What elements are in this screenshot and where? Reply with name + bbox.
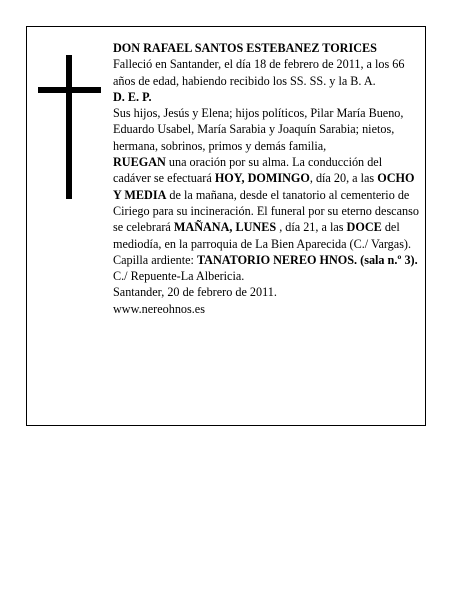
dep-line: D. E. P.	[113, 89, 152, 104]
cross-vertical-bar	[66, 55, 72, 199]
death-paragraph: Falleció en Santander, el día 18 de febrero de 2011, a los 66 años de edad, habiendo recibido los SS. SS. y la B. A.	[113, 57, 405, 88]
ruegan-word: RUEGAN	[113, 155, 166, 170]
obituary-notice	[26, 26, 426, 426]
tanatorio-name: TANATORIO NEREO HNOS. (sala n.º 3).	[196, 252, 418, 267]
deceased-name: DON RAFAEL SANTOS ESTEBANEZ TORICES	[113, 41, 377, 55]
day-tomorrow: MAÑANA, LUNES	[173, 220, 277, 235]
time-funeral: DOCE	[346, 220, 382, 235]
cross-icon	[38, 55, 101, 199]
arrangements-paragraph: RUEGAN una oración por su alma. La conducción del cadáver se efectuará HOY, DOMINGO, día 20, a las OCHO Y MEDIA de la mañana, desde el tanatorio al cementerio de Ciriego para su incineración. El funeral por su eterno descanso se celebrará MAÑANA, LUNES , día 21, a las DOCE del mediodía, en la parroquia de La Bien Aparecida (C./ Vargas). Capilla ardiente: TANATORIO NEREO HNOS. (sala n.º 3). C./ Repuente-La Albericia.	[113, 155, 419, 284]
day-today: HOY, DOMINGO	[214, 171, 310, 186]
notice-text	[113, 40, 419, 317]
time-conduction: OCHO Y MEDIA	[113, 171, 415, 202]
cross-horizontal-bar	[38, 87, 101, 93]
family-paragraph: Sus hijos, Jesús y Elena; hijos políticos, Pilar María Bueno, Eduardo Usabel, María Sarabia y Joaquín Sarabia; nietos, hermana, sobrinos, primos y demás familia,	[113, 106, 404, 153]
website-link[interactable]: www.nereohnos.es	[113, 301, 205, 316]
date-line: Santander, 20 de febrero de 2011.	[113, 285, 277, 300]
